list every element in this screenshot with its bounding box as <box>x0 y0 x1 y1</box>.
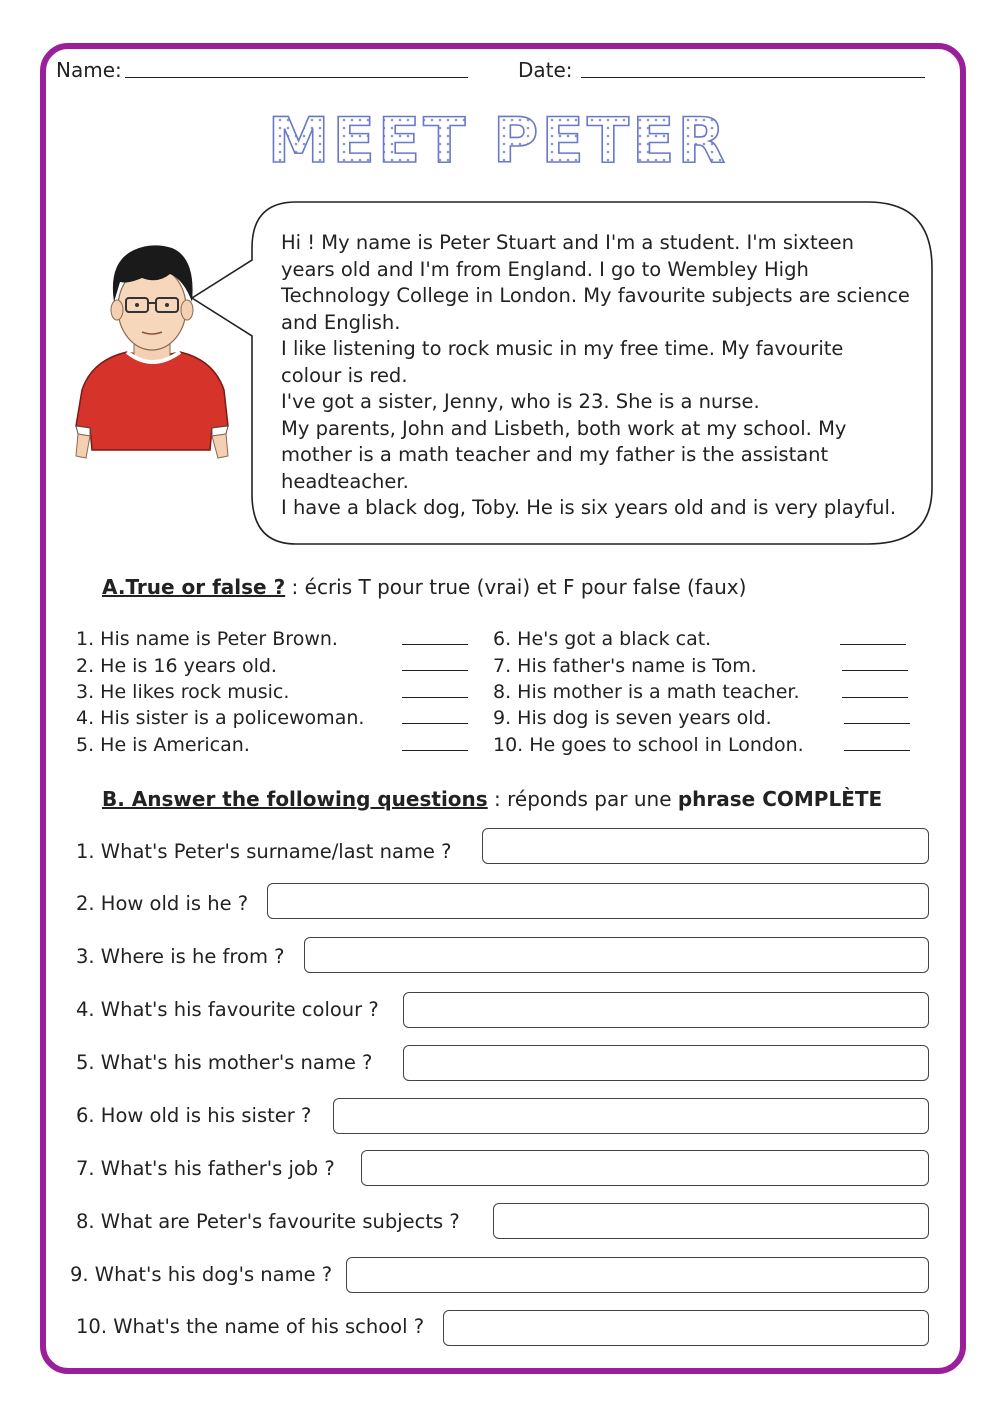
section-a-title: A.True or false ? <box>102 575 286 599</box>
tf-item-1: 1. His name is Peter Brown. <box>76 628 338 650</box>
bubble-line: colour is red. <box>281 363 408 387</box>
bubble-line: Hi ! My name is Peter Stuart and I'm a student. I'm sixteen <box>281 231 854 254</box>
bubble-line: I have a black dog, Toby. He is six years old and is very playful. <box>281 496 897 519</box>
answer-input-5[interactable] <box>403 1045 929 1081</box>
tf-item-4: 4. His sister is a policewoman. <box>76 707 365 729</box>
answer-input-2[interactable] <box>267 883 929 919</box>
bubble-line: Technology College in London. My favourite subjects are science <box>281 284 910 307</box>
tf-item-8: 8. His mother is a math teacher. <box>493 681 800 703</box>
tf-answer-blank[interactable] <box>402 643 468 645</box>
section-b-instruction-bold: phrase COMPLÈTE <box>677 787 883 811</box>
question-4: 4. What's his favourite colour ? <box>76 998 379 1021</box>
answer-input-7[interactable] <box>361 1150 929 1186</box>
answer-input-4[interactable] <box>403 992 929 1028</box>
question-6: 6. How old is his sister ? <box>76 1104 312 1127</box>
page-title <box>267 104 729 177</box>
date-label: Date: <box>518 58 573 82</box>
tf-answer-blank[interactable] <box>842 669 908 671</box>
tf-item-2: 2. He is 16 years old. <box>76 655 277 677</box>
question-9: 9. What's his dog's name ? <box>70 1263 333 1286</box>
bubble-line: mother is a math teacher and my father is the assistant <box>281 443 829 466</box>
question-5: 5. What's his mother's name ? <box>76 1051 373 1074</box>
tf-answer-blank[interactable] <box>844 749 910 751</box>
answer-input-6[interactable] <box>333 1098 929 1134</box>
answer-input-3[interactable] <box>304 937 929 973</box>
bubble-line: I like listening to rock music in my free time. My favourite <box>281 337 844 360</box>
bubble-line: and English. <box>281 310 401 334</box>
answer-input-8[interactable] <box>493 1203 929 1239</box>
answer-input-1[interactable] <box>482 828 929 864</box>
bubble-line: years old and I'm from England. I go to Wembley High <box>281 257 809 281</box>
tf-item-9: 9. His dog is seven years old. <box>493 707 772 729</box>
tf-item-6: 6. He's got a black cat. <box>493 628 712 650</box>
bubble-line: headteacher. <box>281 469 409 493</box>
tf-answer-blank[interactable] <box>402 696 468 698</box>
tf-item-10: 10. He goes to school in London. <box>493 734 804 756</box>
tf-item-5: 5. He is American. <box>76 734 250 756</box>
date-input[interactable] <box>581 56 925 78</box>
section-b-heading <box>102 787 882 811</box>
section-b-instruction: : réponds par une <box>487 787 678 811</box>
section-b-title: B. Answer the following questions <box>102 787 488 811</box>
bubble-line: My parents, John and Lisbeth, both work at my school. My <box>281 416 847 440</box>
name-input[interactable] <box>125 56 468 78</box>
tf-item-3: 3. He likes rock music. <box>76 681 290 703</box>
answer-input-9[interactable] <box>346 1257 929 1293</box>
tf-answer-blank[interactable] <box>402 722 468 724</box>
question-8: 8. What are Peter's favourite subjects ? <box>76 1210 460 1233</box>
question-10: 10. What's the name of his school ? <box>76 1315 425 1338</box>
name-label: Name: <box>56 58 122 82</box>
tf-item-7: 7. His father's name is Tom. <box>493 655 757 677</box>
answer-input-10[interactable] <box>443 1310 929 1346</box>
question-1: 1. What's Peter's surname/last name ? <box>76 840 452 863</box>
section-a-heading <box>102 575 746 599</box>
tf-answer-blank[interactable] <box>842 696 908 698</box>
tf-answer-blank[interactable] <box>844 722 910 724</box>
bubble-text <box>281 230 910 522</box>
tf-answer-blank[interactable] <box>402 669 468 671</box>
tf-answer-blank[interactable] <box>840 643 906 645</box>
bubble-line: I've got a sister, Jenny, who is 23. She is a nurse. <box>281 390 760 413</box>
question-3: 3. Where is he from ? <box>76 945 285 968</box>
tf-answer-blank[interactable] <box>402 749 468 751</box>
question-2: 2. How old is he ? <box>76 892 249 915</box>
question-7: 7. What's his father's job ? <box>76 1157 335 1180</box>
section-a-instruction: : écris T pour true (vrai) et F pour false (faux) <box>285 575 747 599</box>
title-text: MEET PETER <box>267 104 729 177</box>
